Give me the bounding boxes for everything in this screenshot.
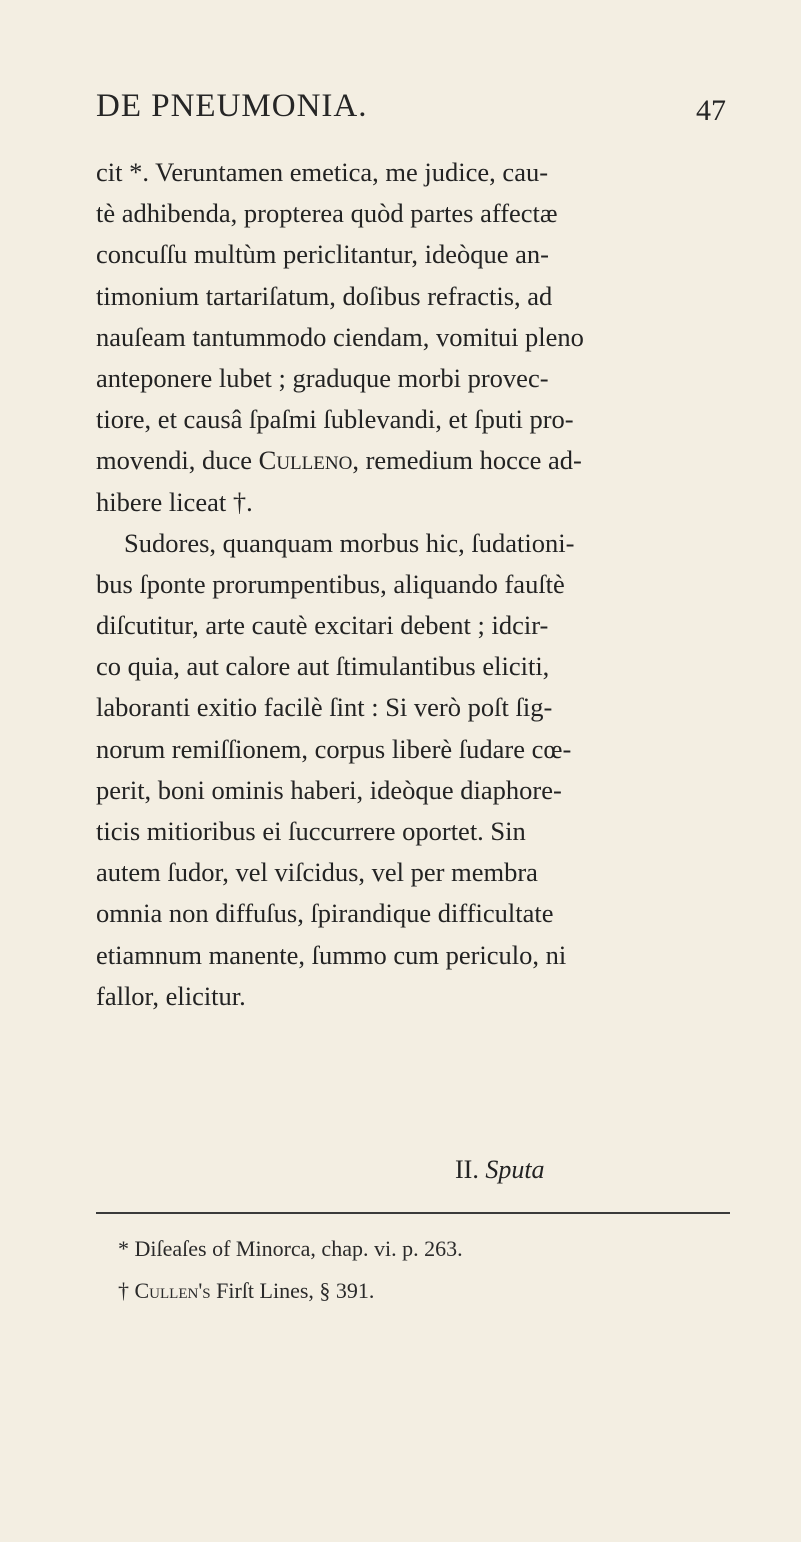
text-line: timonium tartariſatum, doſibus refractis, ad bbox=[96, 280, 553, 311]
text-line: hibere liceat †. bbox=[96, 486, 253, 517]
text-line: concuſſu multùm periclitantur, ideòque an- bbox=[96, 239, 549, 270]
footnote-divider bbox=[96, 1212, 730, 1214]
running-title: DE PNEUMONIA. bbox=[96, 88, 368, 124]
catchword-numeral: II. bbox=[455, 1155, 479, 1184]
author-name: Cullen's bbox=[134, 1278, 211, 1303]
text-line: laboranti exitio facilè ſint : Si verò poſt ſig- bbox=[96, 692, 553, 723]
text-line: bus ſponte prorumpentibus, aliquando fauſtè bbox=[96, 568, 565, 599]
catchword bbox=[455, 1155, 545, 1185]
page-header bbox=[96, 88, 726, 132]
catchword-word: Sputa bbox=[485, 1155, 545, 1184]
author-name: Culleno bbox=[258, 445, 353, 476]
text-line: perit, boni ominis haberi, ideòque diaphore- bbox=[96, 774, 562, 805]
text-line: nauſeam tantummodo ciendam, vomitui pleno bbox=[96, 321, 584, 352]
text-line: ticis mitioribus ei ſuccurrere oportet. Sin bbox=[96, 816, 526, 846]
footnote-mark: † bbox=[118, 1278, 135, 1303]
text-segment: , remedium hocce ad- bbox=[352, 445, 582, 476]
footnotes bbox=[118, 1228, 728, 1312]
text-segment: movendi, duce bbox=[96, 445, 259, 476]
text-line: fallor, elicitur. bbox=[96, 980, 246, 1011]
footnote bbox=[118, 1270, 728, 1312]
text-line: norum remiſſionem, corpus liberè ſudare cœ- bbox=[96, 733, 572, 764]
text-line: diſcutitur, arte cautè excitari debent ; idcir- bbox=[96, 610, 549, 641]
text-line: co quia, aut calore aut ſtimulantibus eliciti, bbox=[96, 651, 550, 682]
text-line: omnia non diffuſus, ſpirandique difficultate bbox=[96, 898, 554, 929]
text-line bbox=[96, 440, 728, 481]
text-line: etiamnum manente, ſummo cum periculo, ni bbox=[96, 939, 567, 970]
text-line: tè adhibenda, propterea quòd partes affectæ bbox=[96, 198, 558, 229]
text-line: tiore, et causâ ſpaſmi ſublevandi, et ſputi pro- bbox=[96, 404, 574, 435]
text-line: anteponere lubet ; graduque morbi provec- bbox=[96, 362, 549, 393]
page-number: 47 bbox=[696, 94, 726, 127]
paragraph-start-line: Sudores, quanquam morbus hic, ſudationi- bbox=[124, 527, 575, 558]
footnote-text: Firſt Lines, § 391. bbox=[210, 1278, 375, 1303]
text-line: autem ſudor, vel viſcidus, vel per membra bbox=[96, 857, 538, 888]
footnote: * Diſeaſes of Minorca, chap. vi. p. 263. bbox=[118, 1236, 463, 1261]
body-text bbox=[96, 152, 728, 1017]
text-line: cit *. Veruntamen emetica, me judice, cau- bbox=[96, 157, 549, 187]
